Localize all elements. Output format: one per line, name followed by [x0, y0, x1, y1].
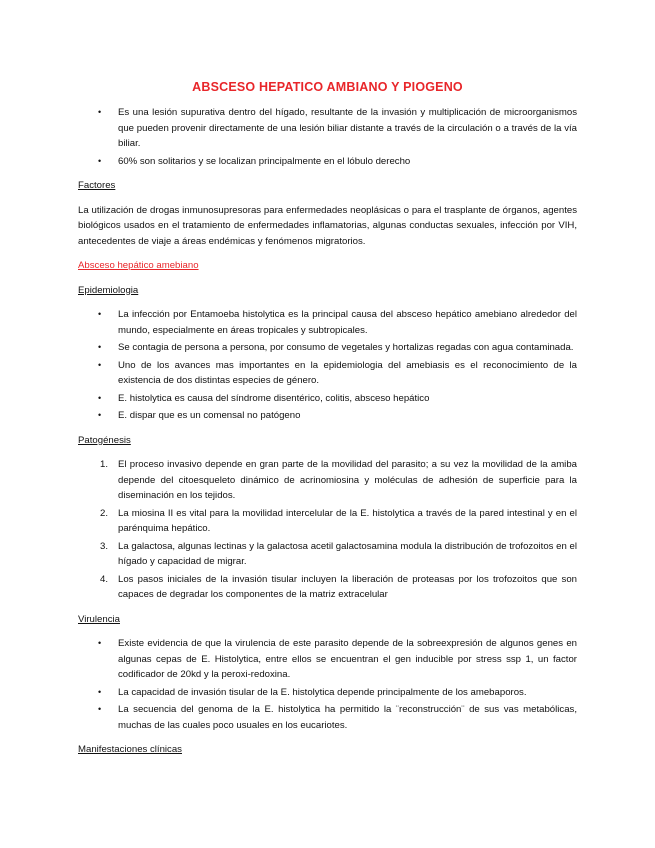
intro-bullet-list	[78, 105, 577, 169]
bullet-icon: •	[98, 342, 102, 352]
list-item: • Existe evidencia de que la virulencia de este parasito depende de la sobreexpresión de algunos genes en algunas cepas de E. Histolytica, entre ellos se encuentran el gen inducible por stress ssp 1, un factor codificador de 20kd y la peroxi-redoxina.	[98, 638, 577, 680]
virulencia-list	[78, 636, 577, 733]
bullet-icon: •	[98, 392, 102, 403]
amebiano-heading: Absceso hepático amebiano	[78, 260, 199, 271]
bullet-icon: •	[98, 410, 102, 420]
bullet-icon: •	[98, 309, 102, 319]
bullet-icon: •	[98, 359, 102, 370]
list-item: • La capacidad de invasión tisular de la E. histolytica depende principalmente de los amebaporos.	[78, 685, 577, 701]
list-number: 4.	[100, 573, 109, 585]
patogenesis-heading: Patogénesis	[78, 434, 131, 446]
list-number: 3.	[100, 540, 109, 552]
list-item: • E. dispar que es un comensal no patógeno	[78, 408, 577, 424]
virulencia-heading: Virulencia	[78, 613, 120, 625]
list-item: • La secuencia del genoma de la E. histolytica ha permitido la ¨reconstrucción¨ de sus vas metabólicas, muchas de las cuales poco usuales en los eucariotes.	[98, 704, 577, 731]
factores-text: La utilización de drogas inmunosupresoras para enfermedades neoplásicas o para el trasplante de órganos, agentes biológicos usados en el tratamiento de enfermedades inflamatorias, algunas conductas sexuales, infección por VIH, antecedentes de viaje a áreas endémicas y fenómenos migratorios.	[78, 204, 577, 247]
manifestaciones-heading: Manifestaciones clínicas	[78, 744, 182, 755]
list-item: • Es una lesión supurativa dentro del hígado, resultante de la invasión y multiplicación de microorganismos que pueden provenir directamente de una lesión biliar distante a través de la circulación o a través de la vía biliar.	[98, 107, 577, 149]
bullet-icon: •	[98, 107, 102, 117]
list-item: • E. histolytica es causa del síndrome disentérico, colitis, absceso hepático	[78, 391, 577, 407]
list-item: 1. El proceso invasivo depende en gran parte de la movilidad del parasito; a su vez la movilidad de la amiba depende del citoesqueleto dinámico de acrinomiosina y moléculas de adhesión de superficie para la diseminación en los tejidos.	[100, 459, 577, 501]
bullet-icon: •	[98, 686, 102, 697]
bullet-icon: •	[98, 638, 102, 648]
patogenesis-list	[78, 457, 577, 603]
factores-heading: Factores	[78, 180, 116, 191]
epidemiologia-list	[78, 307, 577, 424]
bullet-icon: •	[98, 155, 102, 166]
list-number: 1.	[100, 459, 109, 470]
list-item: 4. Los pasos iniciales de la invasión tisular incluyen la liberación de proteasas por los trofozoitos que son capaces de degradar los componentes de la matriz extracelular	[100, 573, 577, 600]
list-item: • La infección por Entamoeba histolytica es la principal causa del absceso hepático amebiano alrededor del mundo, especialmente en áreas tropicales y subtropicales.	[98, 309, 577, 336]
list-item: • Uno de los avances mas importantes en la epidemiologia del amebiasis es el reconocimiento de la existencia de dos distintas especies de género.	[98, 359, 577, 386]
list-item: • 60% son solitarios y se localizan principalmente en el lóbulo derecho	[78, 154, 577, 170]
list-item: 2. La miosina II es vital para la movilidad intercelular de la E. histolytica a través de la pared intestinal y en el parénquima hepático.	[100, 507, 577, 534]
bullet-icon: •	[98, 704, 102, 714]
epidemiologia-heading: Epidemiologia	[78, 284, 139, 296]
list-item: 3. La galactosa, algunas lectinas y la galactosa acetil galactosamina modula la distribución de trofozoitos en el hígado y capacidad de migrar.	[100, 540, 577, 567]
list-number: 2.	[100, 507, 109, 519]
list-item: • Se contagia de persona a persona, por consumo de vegetales y hortalizas regadas con agua contaminada.	[78, 340, 577, 356]
document-title: ABSCESO HEPATICO AMBIANO Y PIOGENO	[192, 80, 463, 94]
